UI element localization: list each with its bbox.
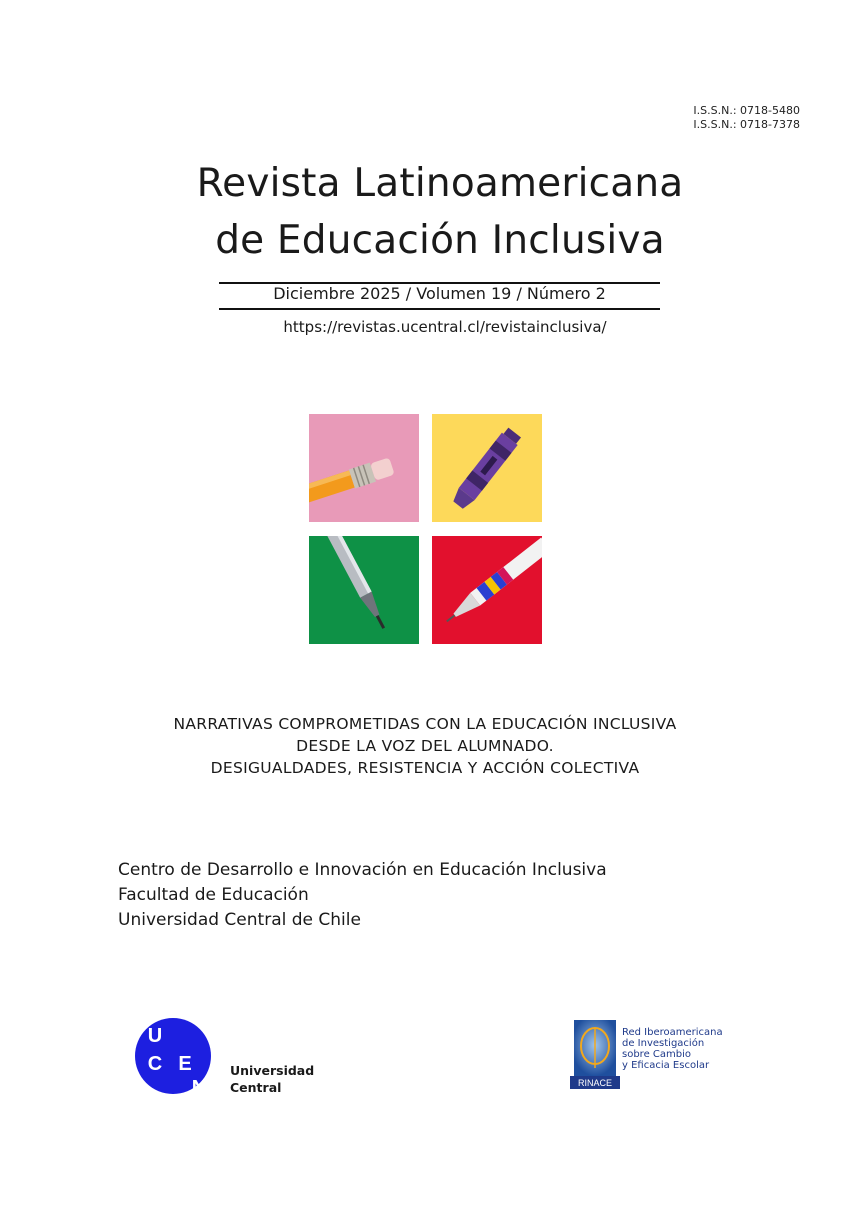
rinace-line4: y Eficacia Escolar (622, 1060, 710, 1071)
journal-title (0, 155, 850, 269)
cover-art (309, 414, 542, 644)
issue-theme-line2: DESDE LA VOZ DEL ALUMNADO. (296, 737, 554, 755)
ucen-letter-n: N (191, 1077, 207, 1096)
institution-university: Universidad Central de Chile (118, 910, 361, 930)
ucen-name (230, 1062, 314, 1096)
bottom-divider (219, 308, 660, 310)
issue-theme-line3: DESIGUALDADES, RESISTENCIA Y ACCIÓN COLECTIVA (210, 759, 640, 777)
ucen-logo-icon (133, 1016, 213, 1096)
rinace-line3: sobre Cambio (622, 1049, 691, 1060)
ucen-name-line2: Central (230, 1080, 282, 1095)
institution-block (118, 858, 607, 933)
issue-theme (0, 713, 850, 779)
issue-theme-line1: NARRATIVAS COMPROMETIDAS CON LA EDUCACIÓN INCLUSIVA (173, 715, 677, 733)
issn-print: I.S.S.N.: 0718-5480 (693, 104, 800, 117)
journal-title-line2: de Educación Inclusiva (215, 218, 665, 263)
institution-center: Centro de Desarrollo e Innovación en Educación Inclusiva (118, 860, 607, 880)
rinace-badge: RINACE (577, 1078, 613, 1088)
institution-faculty: Facultad de Educación (118, 885, 309, 905)
issn-online: I.S.S.N.: 0718-7378 (693, 118, 800, 131)
rinace-name (622, 1027, 723, 1071)
ucen-letter-u: U (147, 1025, 163, 1047)
rinace-line2: de Investigación (622, 1038, 705, 1049)
rinace-line1: Red Iberoamericana (622, 1027, 723, 1038)
crayon-icon (432, 414, 542, 522)
pen-icon (432, 536, 542, 644)
mechanical-pencil-icon (309, 536, 419, 644)
issn-block (693, 104, 800, 132)
ucen-letter-c: C (147, 1053, 163, 1075)
rinace-logo-icon (570, 1020, 622, 1090)
journal-title-line1: Revista Latinoamericana (196, 161, 684, 206)
ucen-letter-e: E (178, 1053, 192, 1075)
ucen-name-line1: Universidad (230, 1063, 315, 1078)
pencil-eraser-icon (309, 414, 419, 522)
issue-info: Diciembre 2025 / Volumen 19 / Número 2 (273, 284, 606, 303)
journal-url[interactable]: https://revistas.ucentral.cl/revistainclusiva/ (283, 318, 607, 336)
